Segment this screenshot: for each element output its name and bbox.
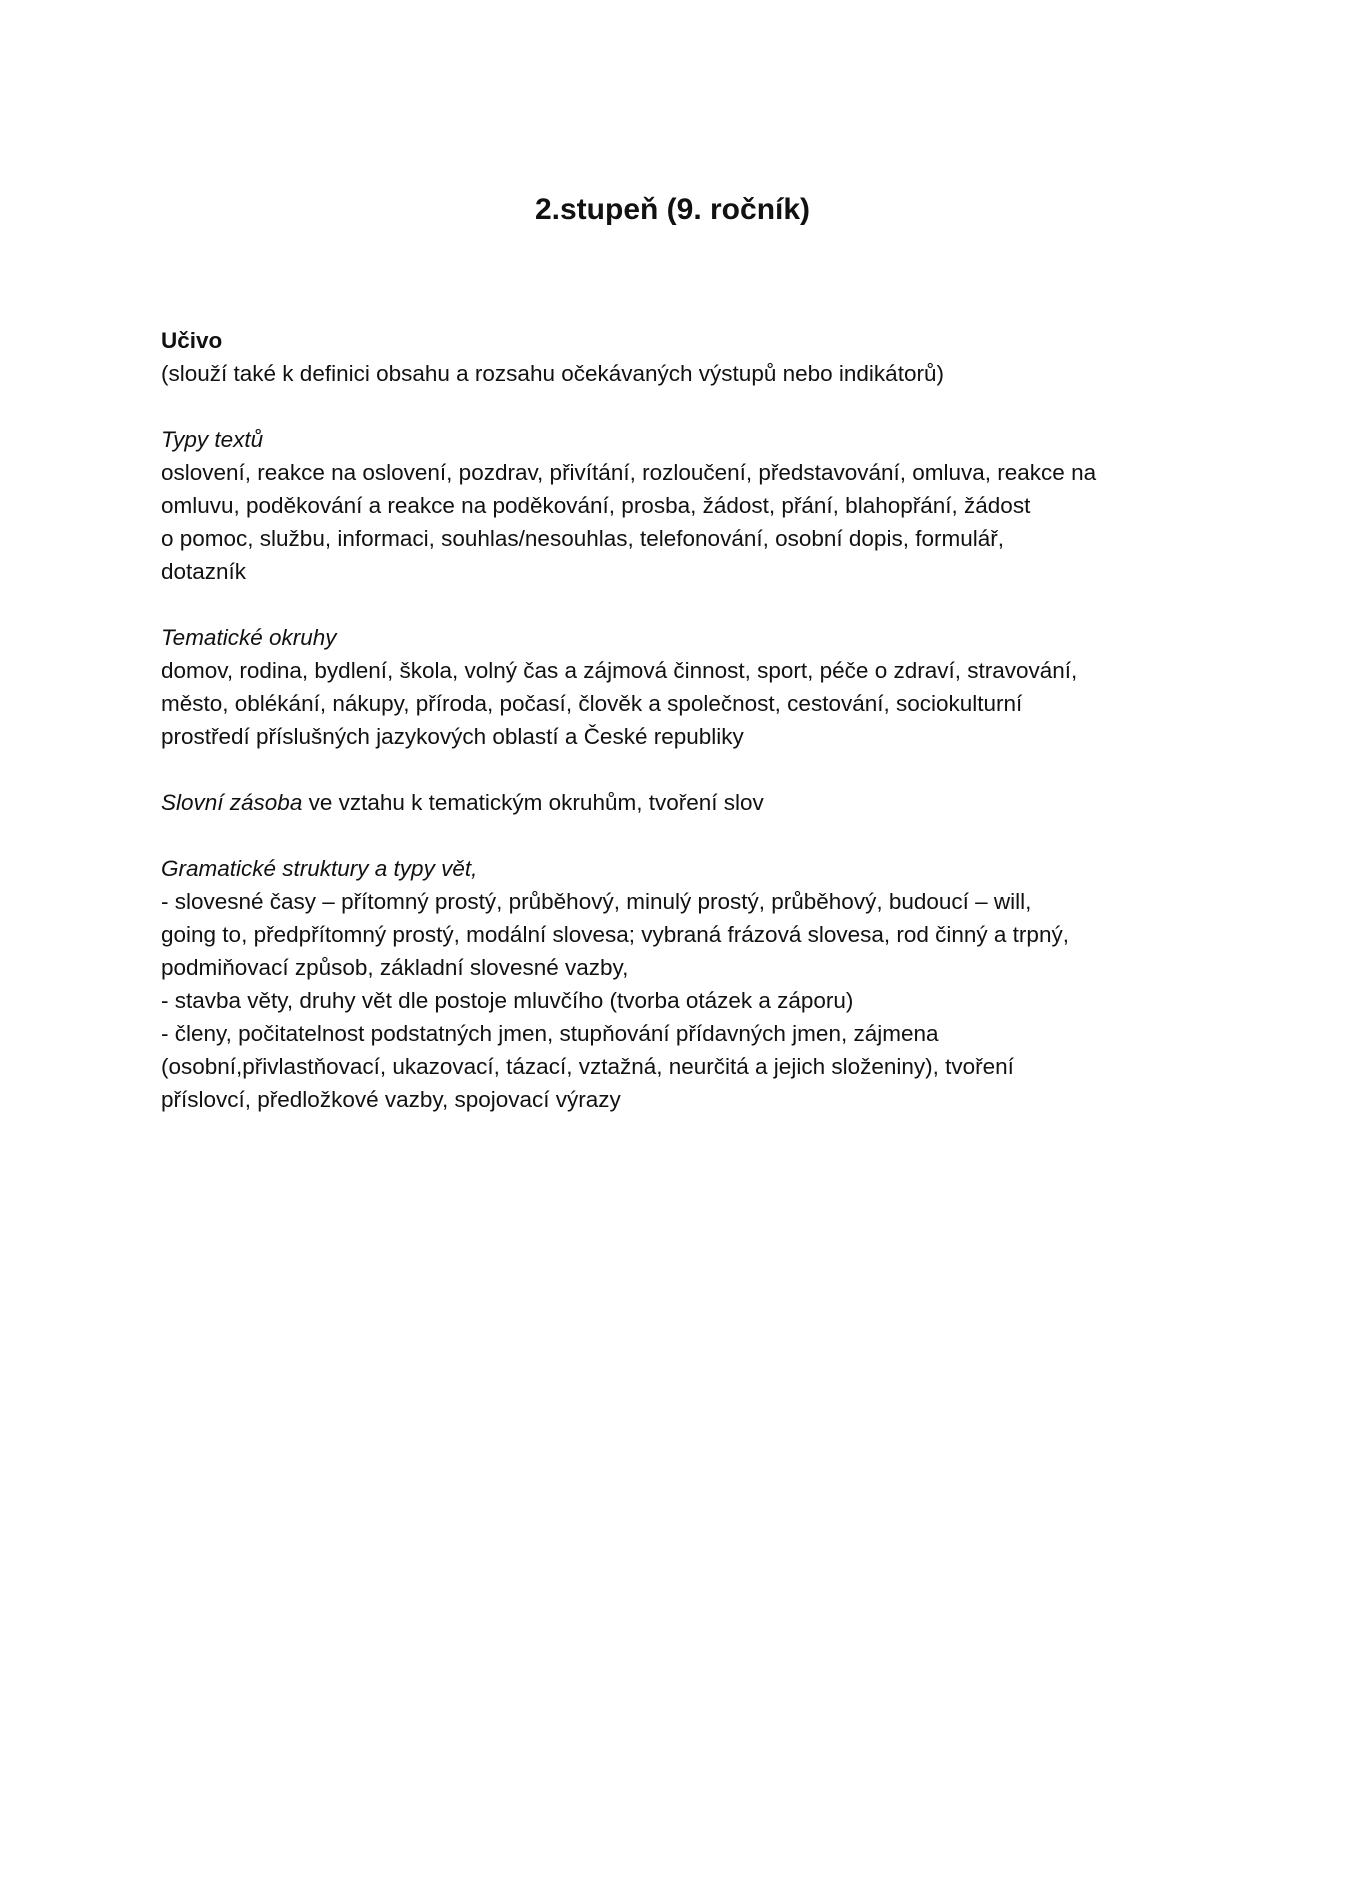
grammar-line: - stavba věty, druhy vět dle postoje mluvčího (tvorba otázek a záporu) bbox=[161, 988, 854, 1013]
spacer bbox=[161, 390, 1201, 423]
types-line: oslovení, reakce na oslovení, pozdrav, přivítání, rozloučení, představování, omluva, reakce na bbox=[161, 460, 1097, 485]
grammar-heading: Gramatické struktury a typy vět, bbox=[161, 856, 478, 881]
grammar-line: (osobní,přivlastňovací, ukazovací, tázací, vztažná, neurčitá a jejich složeniny), tvoření bbox=[161, 1054, 1014, 1079]
vocab-paragraph bbox=[161, 786, 1201, 819]
section-label-ucivo: Učivo bbox=[161, 328, 223, 353]
page-title: 2.stupeň (9. ročník) bbox=[534, 193, 811, 226]
types-heading: Typy textů bbox=[161, 427, 264, 452]
grammar-line: - členy, počitatelnost podstatných jmen, stupňování přídavných jmen, zájmena bbox=[161, 1021, 939, 1046]
spacer bbox=[161, 819, 1201, 852]
vocab-heading: Slovní zásoba bbox=[161, 790, 303, 815]
topics-heading: Tematické okruhy bbox=[161, 625, 337, 650]
section-note: (slouží také k definici obsahu a rozsahu očekávaných výstupů nebo indikátorů) bbox=[161, 361, 944, 386]
spacer bbox=[161, 588, 1201, 621]
topics-line: prostředí příslušných jazykových oblastí a České republiky bbox=[161, 724, 744, 749]
types-line: dotazník bbox=[161, 559, 247, 584]
grammar-line: podmiňovací způsob, základní slovesné vazby, bbox=[161, 955, 629, 980]
spacer bbox=[161, 753, 1201, 786]
document-body bbox=[161, 324, 1201, 1116]
grammar-line: going to, předpřítomný prostý, modální slovesa; vybraná frázová slovesa, rod činný a trpný, bbox=[161, 922, 1069, 947]
grammar-line: - slovesné časy – přítomný prostý, průběhový, minulý prostý, průběhový, budoucí – will, bbox=[161, 889, 1032, 914]
types-line: o pomoc, službu, informaci, souhlas/nesouhlas, telefonování, osobní dopis, formulář, bbox=[161, 526, 1004, 551]
types-line: omluvu, poděkování a reakce na poděkování, prosba, žádost, přání, blahopřání, žádost bbox=[161, 493, 1031, 518]
topics-line: domov, rodina, bydlení, škola, volný čas a zájmová činnost, sport, péče o zdraví, stravování, bbox=[161, 658, 1078, 683]
topics-line: město, oblékání, nákupy, příroda, počasí, člověk a společnost, cestování, sociokulturní bbox=[161, 691, 1023, 716]
grammar-line: příslovcí, předložkové vazby, spojovací výrazy bbox=[161, 1087, 621, 1112]
vocab-text: ve vztahu k tematickým okruhům, tvoření slov bbox=[302, 790, 764, 815]
